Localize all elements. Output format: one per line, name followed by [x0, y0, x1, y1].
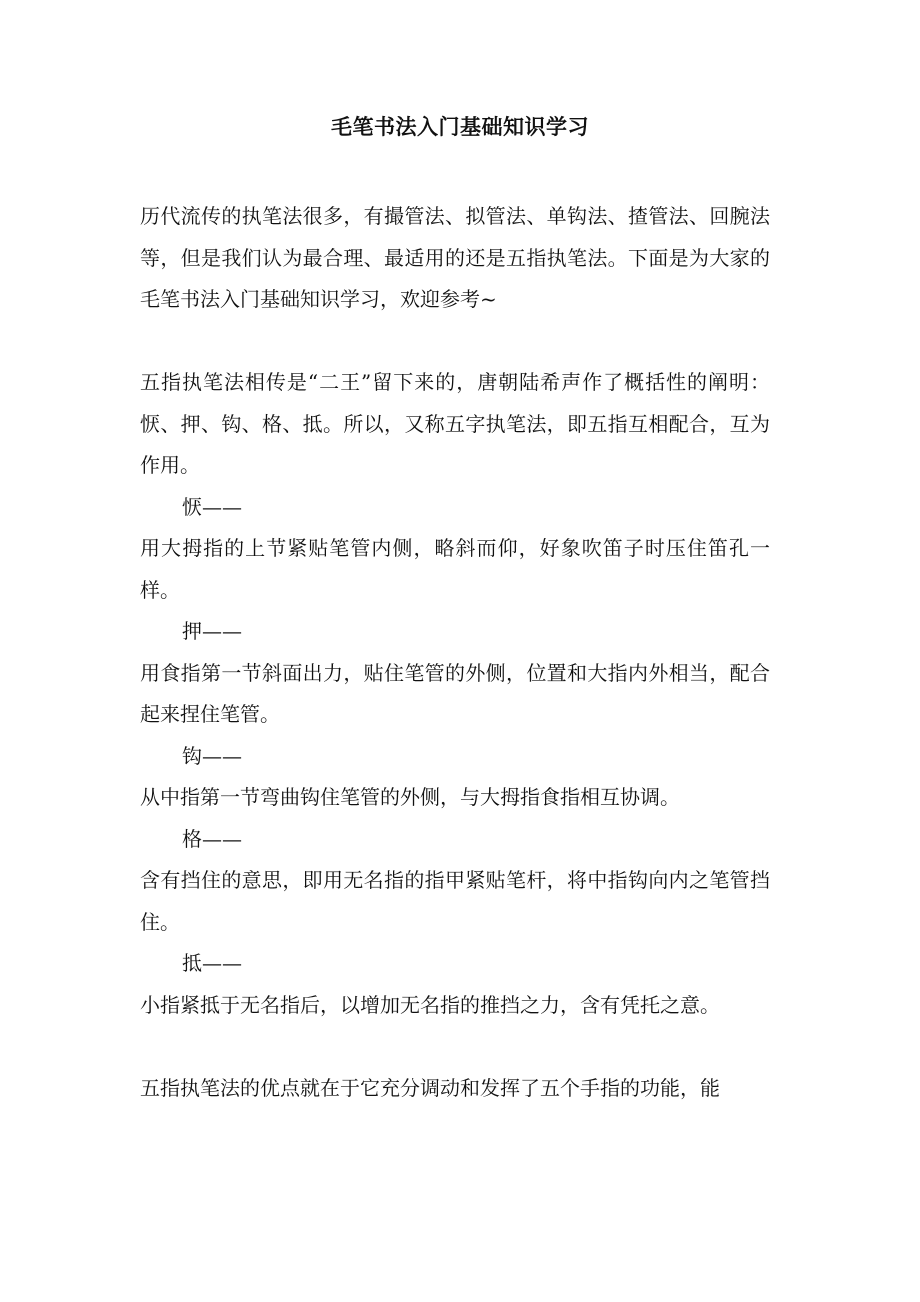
- paragraph-spacer: [140, 1026, 770, 1068]
- technique-text-ya: 用食指第一节斜面出力，贴住笔管的外侧，位置和大指内外相当，配合起来捏住笔管。: [140, 660, 770, 726]
- closing-paragraph: 五指执笔法的优点就在于它充分调动和发挥了五个手指的功能，能: [140, 1075, 720, 1100]
- five-finger-intro-paragraph: 五指执笔法相传是“二王”留下来的，唐朝陆希声作了概括性的阐明：恹、押、钩、格、抵。所以，又称五字执笔法，即五指互相配合，互为作用。: [140, 370, 770, 477]
- technique-heading-ya: 押——: [182, 619, 242, 643]
- technique-text-yan: 用大拇指的上节紧贴笔管内侧，略斜而仰，好象吹笛子时压住笛孔一样。: [140, 536, 770, 602]
- document-body: [140, 196, 770, 1109]
- technique-text-gou: 从中指第一节弯曲钩住笔管的外侧，与大拇指食指相互协调。: [140, 785, 680, 809]
- technique-heading-yan: 恹——: [182, 494, 242, 519]
- intro-paragraph: 历代流传的执笔法很多，有撮管法、拟管法、单钩法、揸管法、回腕法等，但是我们认为最合理、最适用的还是五指执笔法。下面是为大家的毛笔书法入门基础知识学习，欢迎参考~: [140, 204, 770, 311]
- technique-heading-gou: 钩——: [182, 743, 242, 768]
- technique-heading-ge: 格——: [182, 826, 242, 851]
- technique-text-ge: 含有挡住的意思，即用无名指的指甲紧贴笔杆，将中指钩向内之笔管挡住。: [140, 868, 770, 934]
- technique-text-di: 小指紧抵于无名指后，以增加无名指的推挡之力，含有凭托之意。: [140, 992, 720, 1017]
- paragraph-spacer: [140, 321, 770, 363]
- document-title: 毛笔书法入门基础知识学习: [331, 114, 589, 139]
- technique-heading-di: 抵——: [182, 951, 242, 975]
